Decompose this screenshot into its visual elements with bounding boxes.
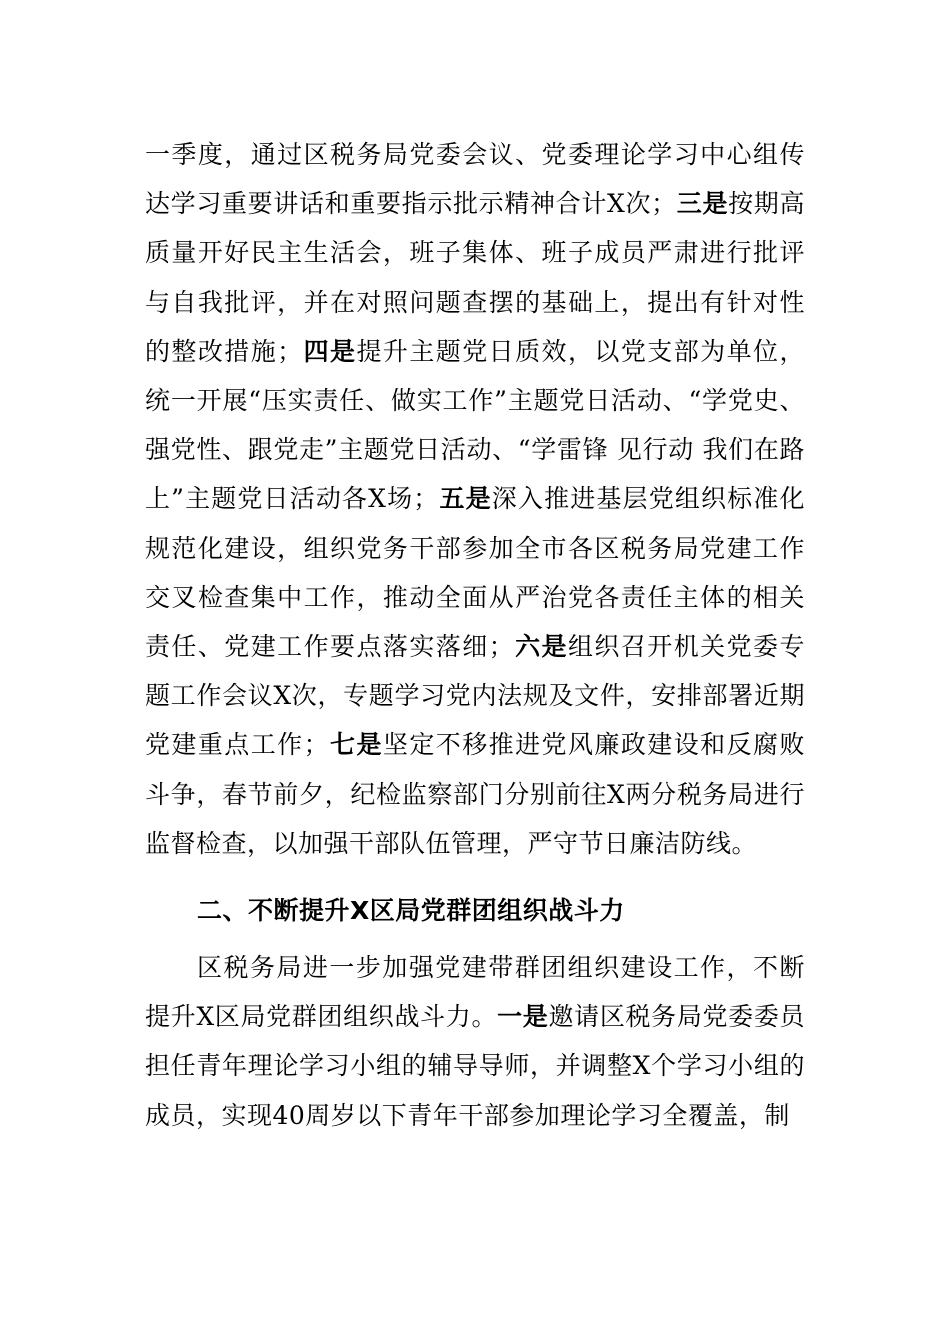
section-heading: 二、不断提升X区局党群团组织战斗力: [197, 896, 625, 926]
text-run: 按期高质量开好民主生活会，班子集体、班子成员严肃进行批评与自我批评，并在对照问题查摆的基础上，提出有针对性的整改措施；: [145, 189, 805, 366]
lead-marker-four: 四是: [302, 336, 357, 366]
text-run: 组织召开机关党委专题工作会议X次，专题学习党内法规及文件，安排部署近期党建重点工作；: [145, 632, 805, 760]
lead-marker-six: 六是: [514, 632, 568, 662]
paragraph-mass-organizations: [145, 943, 805, 1140]
lead-marker-five: 五是: [438, 484, 492, 514]
text-run: 坚定不移推进党风廉政建设和反腐败斗争，春节前夕，纪检监察部门分别前往X两分税务局进行监督检查，以加强干部队伍管理，严守节日廉洁防线。: [145, 730, 805, 858]
lead-marker-three: 三是: [676, 189, 729, 219]
text-run: 邀请区税务局党委委员担任青年理论学习小组的辅导导师，并调整X个学习小组的成员，实现40周岁以下青年干部参加理论学习全覆盖，制: [145, 1002, 805, 1130]
text-run: 深入推进基层党组织标准化规范化建设，组织党务干部参加全市各区税务局党建工作交叉检查集中工作，推动全面从严治党各责任主体的相关责任、党建工作要点落实落细；: [145, 484, 805, 662]
document-page: [145, 130, 805, 1140]
text-run: 提升主题党日质效，以党支部为单位，统一开展“压实责任、做实工作”主题党日活动、“学党史、强党性、跟党走”主题党日活动、“学雷锋 见行动 我们在路上”主题党日活动各X场；: [145, 336, 805, 514]
text-run: 一季度，通过区税务局党委会议、党委理论学习中心组传达学习重要讲话和重要指示批示精神合计X次；: [145, 140, 805, 219]
paragraph-party-building-measures: [145, 130, 805, 868]
text-run: 区税务局进一步加强党建带群团组织建设工作，不断提升X区局党群团组织战斗力。: [145, 953, 805, 1032]
lead-marker-one: 一是: [497, 1002, 549, 1032]
lead-marker-seven: 七是: [329, 730, 383, 760]
